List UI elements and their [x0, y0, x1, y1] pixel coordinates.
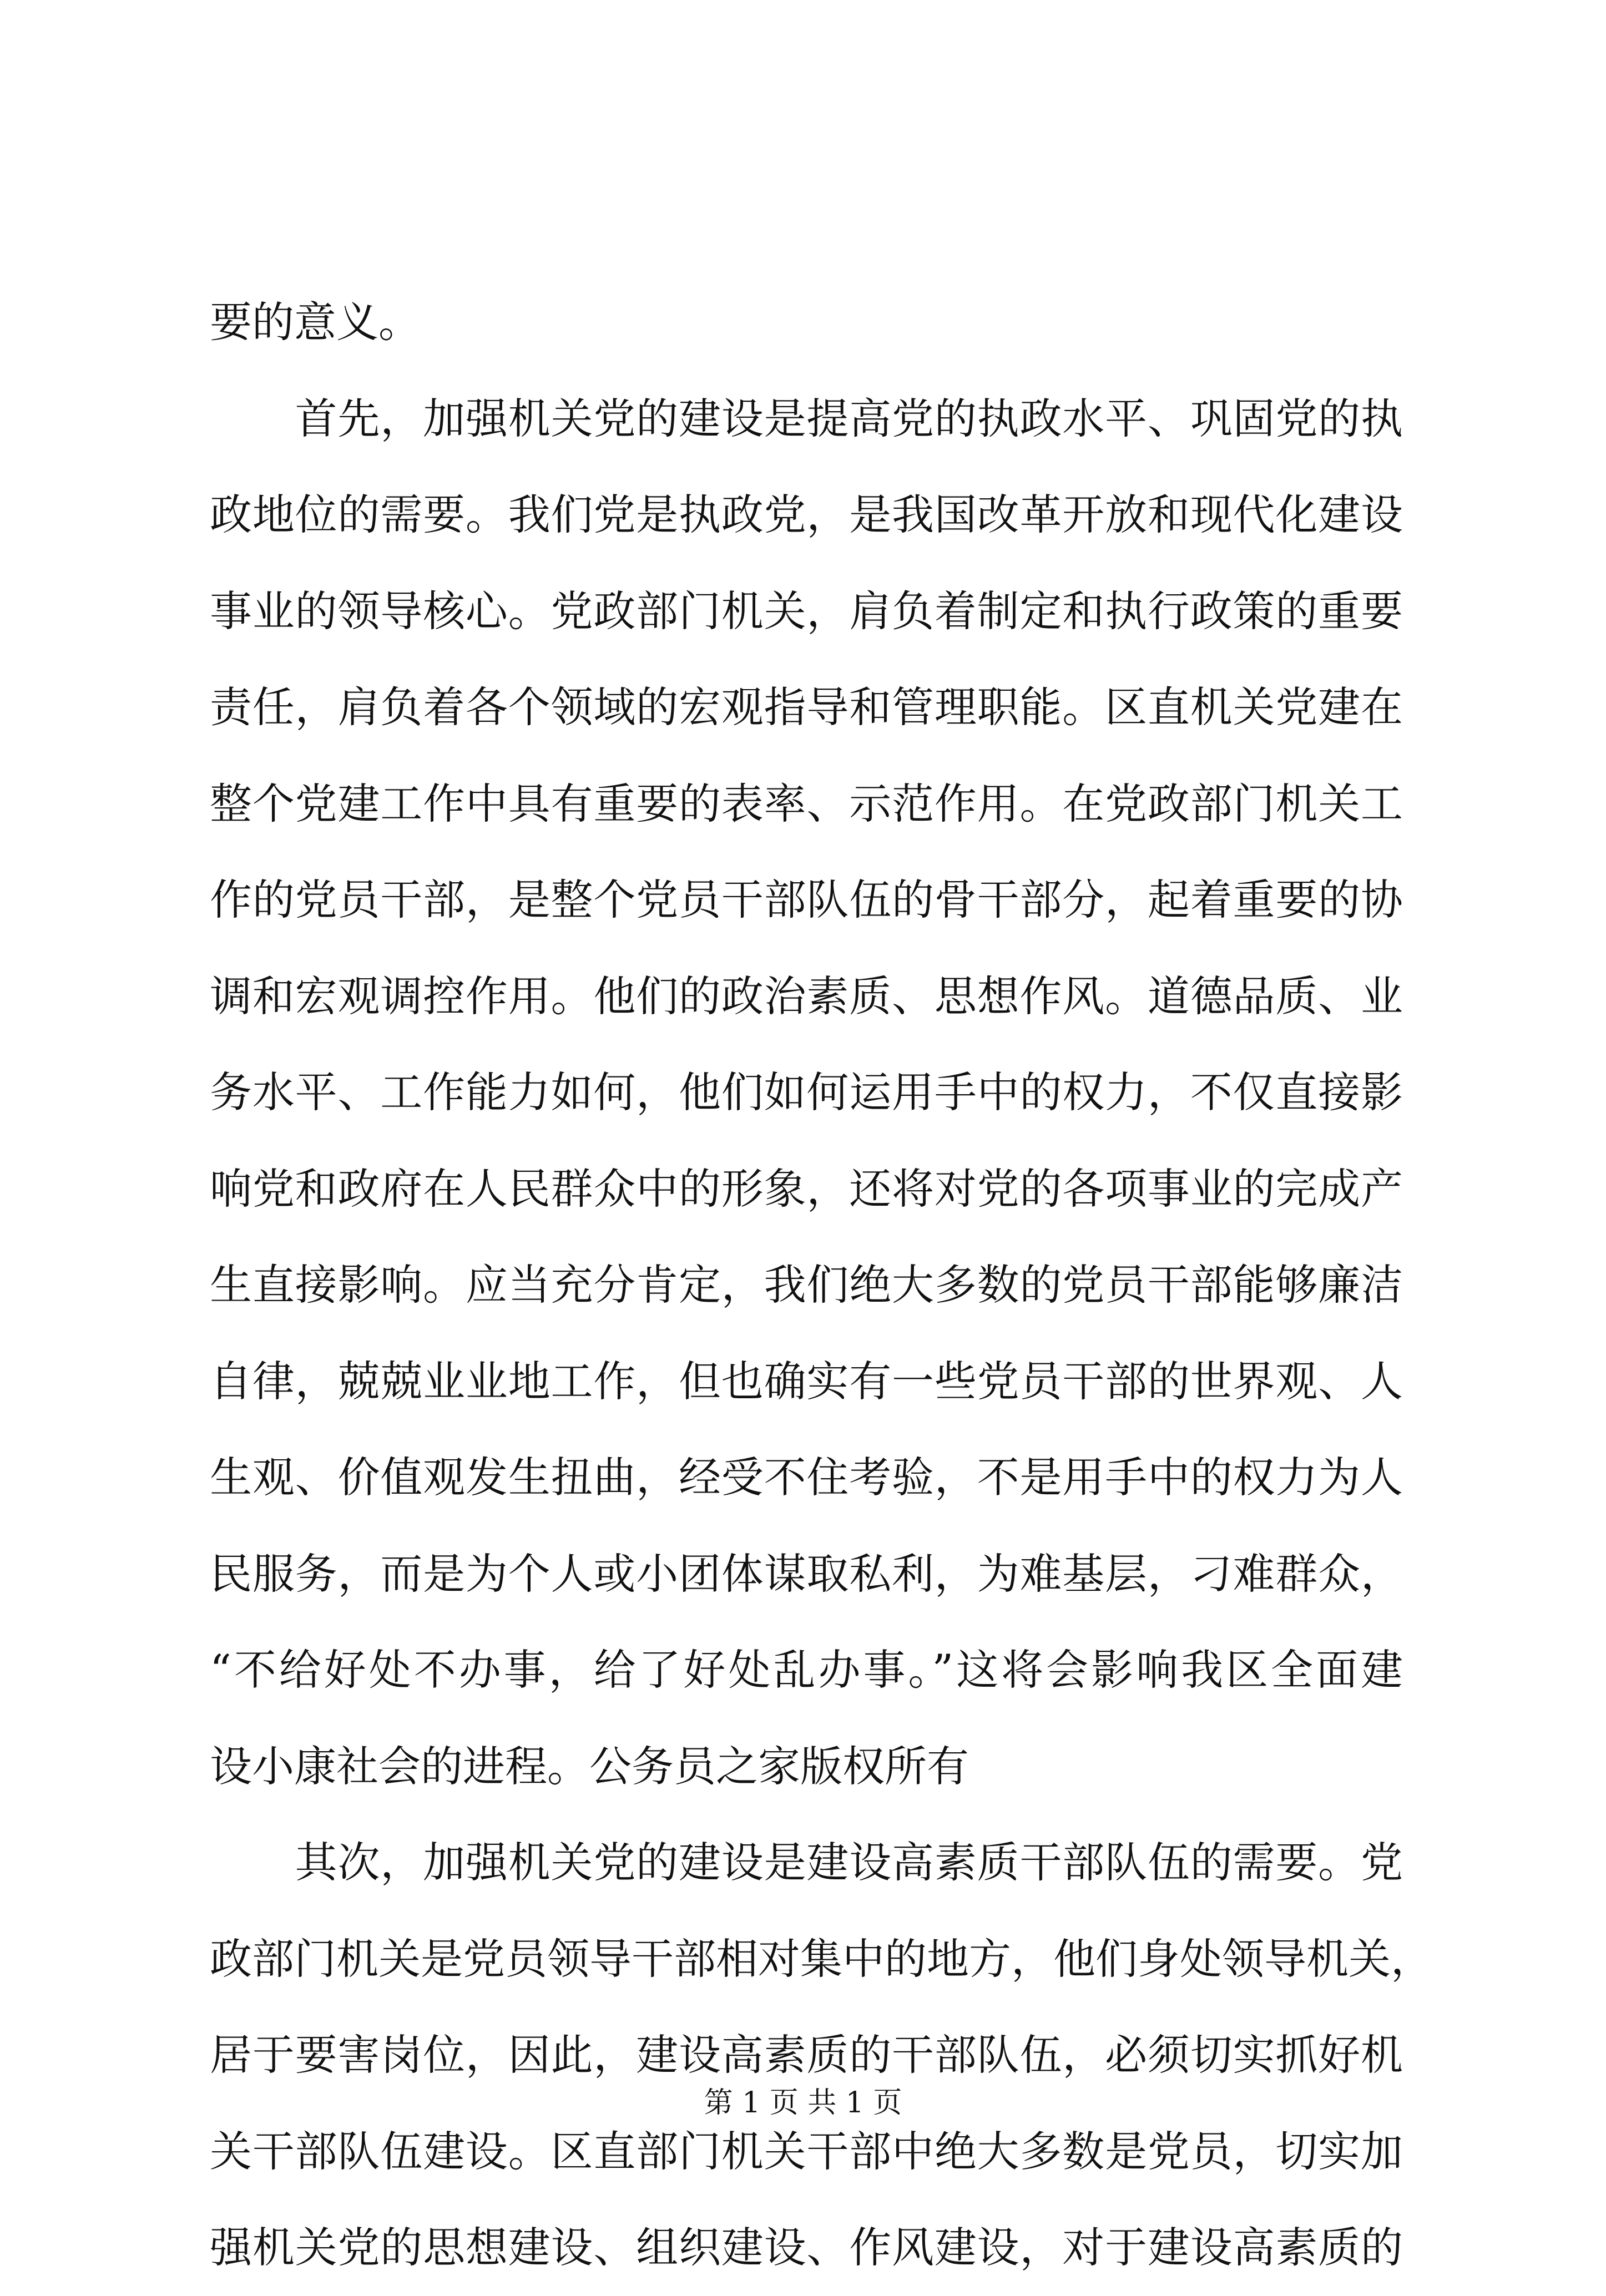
document-body	[210, 274, 1433, 2296]
text-line: 政部门机关是党员领导干部相对集中的地方，他们身处领导机关，	[210, 1934, 1433, 1984]
text-line: 首先，加强机关党的建设是提高党的执政水平、巩固党的执	[210, 393, 1403, 443]
text-line: 生观、价值观发生扭曲，经受不住考验，不是用手中的权力为人	[210, 1453, 1403, 1502]
text-line: 居于要害岗位，因此，建设高素质的干部队伍，必须切实抓好机	[210, 2030, 1403, 2080]
text-line: “不给好处不办事，给了好处乱办事。”这将会影响我区全面建	[210, 1645, 1403, 1695]
text-line: 务水平、工作能力如何，他们如何运用手中的权力，不仅直接影	[210, 1068, 1403, 1117]
text-line: 生直接影响。应当充分肯定，我们绝大多数的党员干部能够廉洁	[210, 1260, 1403, 1309]
text-line: 响党和政府在人民群众中的形象，还将对党的各项事业的完成产	[210, 1164, 1403, 1213]
text-line: 其次，加强机关党的建设是建设高素质干部队伍的需要。党	[210, 1838, 1403, 1887]
text-line: 责任，肩负着各个领域的宏观指导和管理职能。区直机关党建在	[210, 682, 1403, 732]
text-line: 民服务，而是为个人或小团体谋取私利，为难基层，刁难群众，	[210, 1549, 1403, 1599]
text-line: 自律，兢兢业业地工作，但也确实有一些党员干部的世界观、人	[210, 1356, 1403, 1406]
text-line: 关干部队伍建设。区直部门机关干部中绝大多数是党员，切实加	[210, 2126, 1403, 2176]
text-line: 强机关党的思想建设、组织建设、作风建设，对于建设高素质的	[210, 2223, 1403, 2272]
text-line: 作的党员干部，是整个党员干部队伍的骨干部分，起着重要的协	[210, 875, 1403, 924]
text-line: 政地位的需要。我们党是执政党，是我国改革开放和现代化建设	[210, 490, 1403, 539]
text-line: 设小康社会的进程。公务员之家版权所有	[210, 1741, 969, 1791]
text-line: 整个党建工作中具有重要的表率、示范作用。在党政部门机关工	[210, 778, 1403, 828]
text-line: 事业的领导核心。党政部门机关，肩负着制定和执行政策的重要	[210, 586, 1403, 636]
text-line: 调和宏观调控作用。他们的政治素质、思想作风。道德品质、业	[210, 971, 1403, 1021]
text-line: 要的意义。	[210, 297, 421, 347]
page-footer: 第 1 页 共 1 页	[704, 2086, 902, 2120]
